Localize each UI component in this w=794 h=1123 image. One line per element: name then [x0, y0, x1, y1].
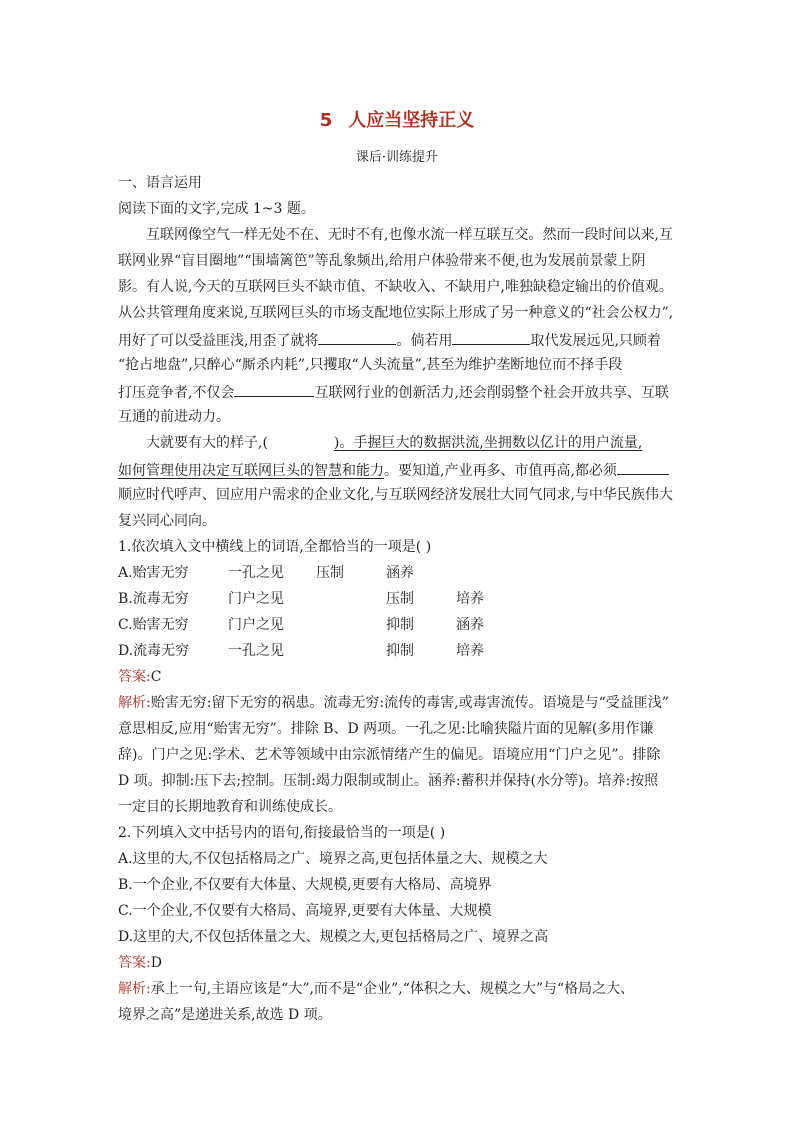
option-text: 抑制 — [386, 643, 414, 659]
passage-text: 大就要有大的样子,( — [146, 435, 268, 451]
passage-line: 复兴同心同向。 — [118, 513, 216, 529]
option-c: C.一个企业,不仅要有大格局、高境界,更要有大体量、大规模 — [118, 903, 492, 919]
option-text: 抑制 — [386, 617, 414, 633]
option-text: D.流毒无穷 — [118, 643, 190, 659]
question-2-stem: 2.下列填入文中括号内的语句,衔接最恰当的一项是( ) — [118, 825, 446, 841]
passage-text: 打压竞争者,不仅会 — [118, 385, 235, 401]
section-heading: 一、语言运用 — [118, 175, 202, 191]
option-a: A.这里的大,不仅包括格局之广、境界之高,更包括体量之大、规模之大 — [118, 851, 548, 867]
passage-line: “抢占地盘”,只醉心“厮杀内耗”,只攫取“人头流量”,甚至为维护垄断地位而不择手段 — [118, 357, 623, 373]
option-text: A.贻害无穷 — [118, 565, 189, 581]
option-text: 压制 — [316, 565, 344, 581]
page-title — [0, 106, 794, 132]
option-d — [118, 638, 678, 664]
fill-blank-1 — [318, 326, 396, 345]
question-1-stem: 1.依次填入文中横线上的词语,全都恰当的一项是( ) — [118, 539, 432, 555]
underlined-text: 如何管理使用决定互联网巨头的智慧和能力 — [118, 463, 384, 479]
analysis-1-line: D 项。抑制:压下去;控制。压制:竭力限制或制止。涵养:蓄积并保持(水分等)。培养:按照 — [118, 773, 659, 789]
analysis-2-line: 境界之高”是递进关系,故选 D 项。 — [118, 1007, 332, 1023]
option-text: B.流毒无穷 — [118, 591, 189, 607]
passage-line — [118, 378, 678, 404]
analysis-text: 承上一句,主语应该是“大”,而不是“企业”,“体积之大、规模之大”与“格局之大、 — [150, 981, 635, 997]
instruction: 阅读下面的文字,完成 1~3 题。 — [118, 201, 315, 217]
option-b — [118, 586, 678, 612]
answer-1 — [118, 664, 678, 690]
passage-line: 互联网像空气一样无处不在、无时不有,也像水流一样互联互交。然而一段时间以来,互 — [146, 227, 673, 243]
analysis-1-line: 意思相反,应用“贻害无穷”。排除 B、D 两项。一孔之见:比喻狭隘片面的见解(多用作谦 — [118, 721, 654, 737]
passage-text: 。倘若用 — [396, 333, 453, 349]
analysis-1-line — [118, 690, 678, 716]
fill-blank-3 — [234, 378, 314, 397]
option-text: 压制 — [386, 591, 414, 607]
lesson-number: 5 — [319, 110, 333, 131]
passage-text: 取代发展远见,只顾着 — [530, 333, 661, 349]
passage-line: 从公共管理角度来说,互联网巨头的市场支配地位实际上形成了另一种意义的“社会公权力”, — [118, 305, 674, 321]
passage-line: 联网业界“盲目圈地”“围墙篱笆”等乱象频出,给用户体验带来不便,也为发展前景蒙上阴 — [118, 253, 646, 269]
option-c — [118, 612, 678, 638]
option-text: 门户之见 — [228, 591, 284, 607]
option-text: 一孔之见 — [228, 565, 284, 581]
analysis-1-line: 辞)。门户之见:学术、艺术等领域中由宗派情绪产生的偏见。语境应用“门户之见”。排除 — [118, 747, 661, 763]
passage-text: 。要知道,产业再多、市值再高,都必须 — [384, 463, 617, 479]
answer-value: D — [150, 955, 162, 971]
answer-label: 答案: — [118, 955, 151, 971]
passage-text: 互联网行业的创新活力,还会削弱整个社会开放共享、互联 — [314, 385, 669, 401]
fill-blank-2 — [452, 326, 530, 345]
answer-value: C — [150, 669, 162, 685]
passage-line — [118, 430, 678, 456]
option-text: 涵养 — [386, 565, 414, 581]
answer-2 — [118, 950, 678, 976]
option-d: D.这里的大,不仅包括体量之大、规模之大,更包括格局之广、境界之高 — [118, 929, 549, 945]
passage-line: 顺应时代呼声、回应用户需求的企业文化,与互联网经济发展壮大同气同求,与中华民族伟大 — [118, 487, 673, 503]
analysis-1-line: 一定目的长期地教育和训练使成长。 — [118, 799, 342, 815]
option-a — [118, 560, 678, 586]
analysis-2-line — [118, 976, 678, 1002]
lesson-title: 人应当坚持正义 — [348, 110, 475, 131]
option-text: 培养 — [456, 643, 484, 659]
passage-line — [118, 326, 678, 352]
page-subtitle: 课后·训练提升 — [355, 150, 439, 165]
option-text: 门户之见 — [228, 617, 284, 633]
underlined-text: )。手握巨大的数据洪流,坐拥数以亿计的用户流量, — [333, 435, 643, 451]
fill-blank-4 — [617, 456, 669, 475]
passage-line: 互通的前进动力。 — [118, 409, 230, 425]
option-b: B.一个企业,不仅要有大体量、大规模,更要有大格局、高境界 — [118, 877, 492, 893]
option-text: 一孔之见 — [228, 643, 284, 659]
content-body — [118, 170, 678, 1028]
passage-line: 影。有人说,今天的互联网巨头不缺市值、不缺收入、不缺用户,唯独缺稳定输出的价值观。 — [118, 279, 673, 295]
answer-label: 答案: — [118, 669, 151, 685]
analysis-text: 贻害无穷:留下无穷的祸患。流毒无穷:流传的毒害,或毒害流传。语境是与“受益匪浅” — [150, 695, 669, 711]
analysis-label: 解析: — [118, 981, 151, 997]
option-text: 涵养 — [456, 617, 484, 633]
option-text: 培养 — [456, 591, 484, 607]
option-text: C.贻害无穷 — [118, 617, 189, 633]
passage-text: 用好了可以受益匪浅,用歪了就将 — [118, 333, 319, 349]
passage-line — [118, 456, 678, 482]
analysis-label: 解析: — [118, 695, 151, 711]
